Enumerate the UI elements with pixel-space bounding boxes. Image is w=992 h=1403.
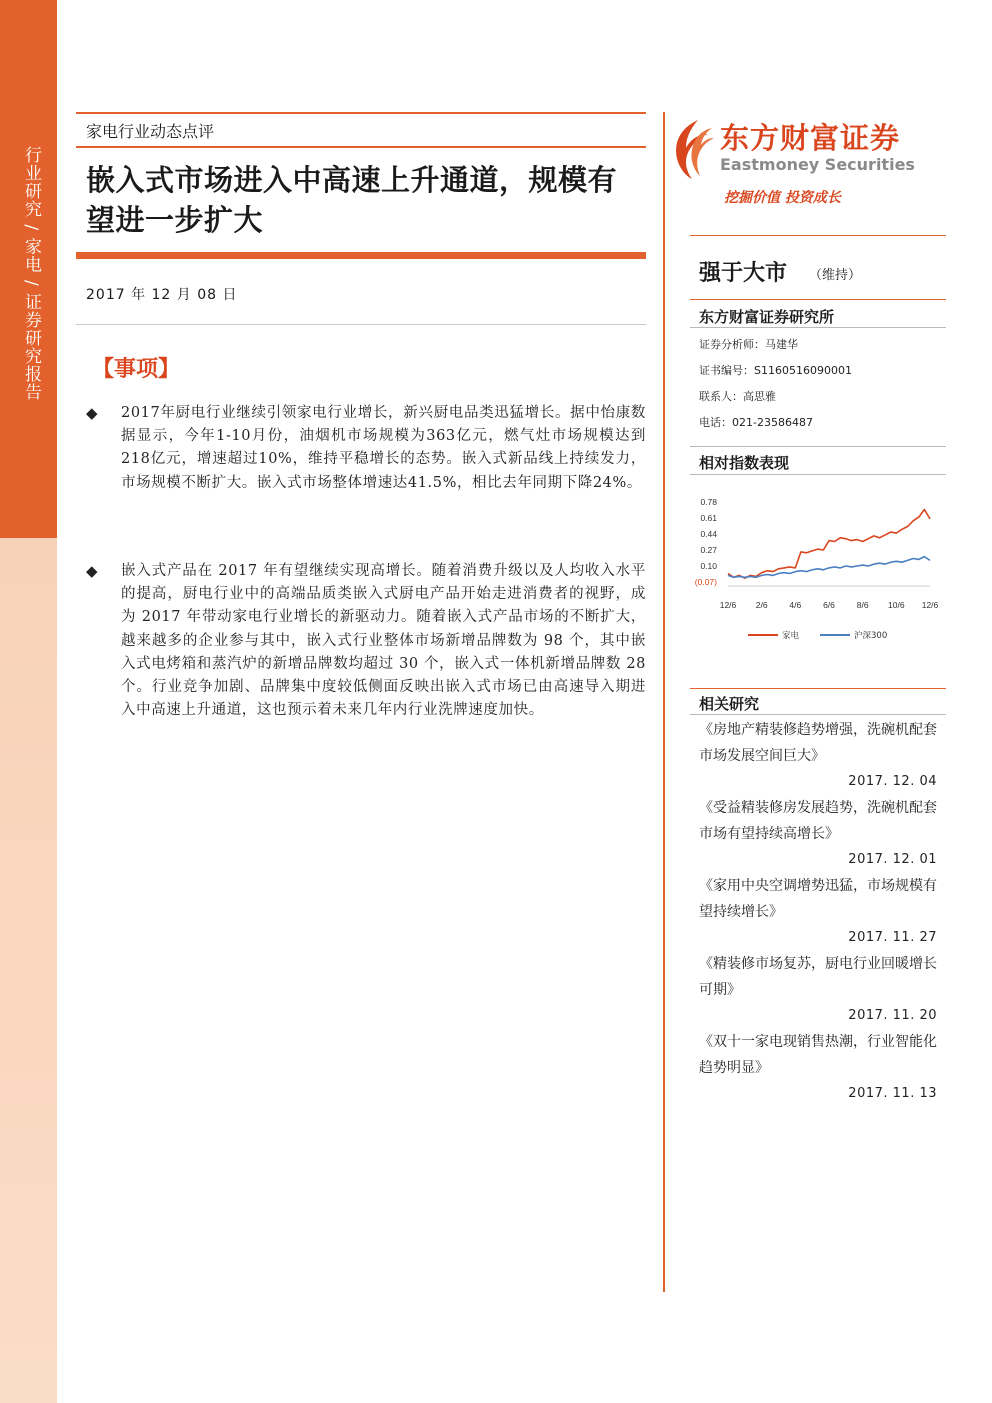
diamond-bullet-icon: ◆ bbox=[86, 562, 98, 580]
sidebar-band bbox=[0, 0, 57, 1403]
column-divider bbox=[663, 112, 665, 1292]
related-report-title[interactable]: 《双十一家电现销售热潮，行业智能化趋势明显》 bbox=[699, 1034, 937, 1076]
related-report-date: 2017. 12. 01 bbox=[848, 852, 937, 867]
institute-name: 东方财富证券研究所 bbox=[699, 308, 835, 326]
y-tick-label: 0.27 bbox=[700, 545, 717, 555]
rating-label: 强于大市 bbox=[699, 261, 788, 286]
bullet-item bbox=[86, 560, 646, 722]
date-divider bbox=[76, 324, 646, 325]
flame-logo-icon bbox=[668, 118, 716, 180]
y-tick-label: 0.44 bbox=[700, 529, 717, 539]
y-tick-label: 0.10 bbox=[700, 561, 717, 571]
related-research-title: 相关研究 bbox=[699, 695, 760, 713]
report-type: 家电行业动态点评 bbox=[86, 122, 215, 141]
related-report-title[interactable]: 《受益精装修房发展趋势，洗碗机配套市场有望持续高增长》 bbox=[699, 800, 937, 842]
related-report-title[interactable]: 《精装修市场复苏，厨电行业回暖增长可期》 bbox=[699, 956, 937, 998]
sidebar-label: 行业研究 / 家电 / 证券研究报告 bbox=[21, 146, 41, 402]
diamond-bullet-icon: ◆ bbox=[86, 404, 98, 422]
brand-slogan: 挖掘价值 投资成长 bbox=[724, 190, 841, 206]
right-rule bbox=[690, 474, 946, 475]
brand-name-en: Eastmoney Securities bbox=[720, 155, 915, 174]
related-report-date: 2017. 11. 20 bbox=[848, 1008, 937, 1023]
right-rule bbox=[690, 446, 946, 447]
related-report-date: 2017. 12. 04 bbox=[848, 774, 937, 789]
y-tick-label: 0.78 bbox=[700, 497, 717, 507]
chart-section-title: 相对指数表现 bbox=[699, 454, 790, 472]
header-mid-rule bbox=[76, 146, 646, 148]
right-rule bbox=[690, 299, 946, 300]
related-report-title[interactable]: 《房地产精装修趋势增强，洗碗机配套市场发展空间巨大》 bbox=[699, 722, 937, 764]
analyst-cert: 证书编号：S1160516090001 bbox=[699, 364, 852, 377]
right-rule bbox=[690, 235, 946, 236]
legend-label: 沪深300 bbox=[854, 631, 888, 641]
bullet-item bbox=[86, 402, 646, 495]
bullet-text: 2017年厨电行业继续引领家电行业增长，新兴厨电品类迅猛增长。据中怡康数据显示，今年1-10月份，油烟机市场规模为363亿元，燃气灶市场规模达到218亿元，增速超过10%，维持平稳增长的态势。嵌入式新品线上持续发力，市场规模不断扩大。嵌入式市场整体增速达41.5%，相比去年同期下降24%。 bbox=[121, 405, 646, 491]
title-underline bbox=[76, 252, 646, 259]
legend-label: 家电 bbox=[782, 631, 800, 641]
report-date: 2017 年 12 月 08 日 bbox=[86, 287, 238, 303]
x-tick-label: 10/6 bbox=[888, 600, 905, 610]
x-tick-label: 2/6 bbox=[755, 600, 768, 610]
relative-index-chart bbox=[690, 490, 946, 650]
y-tick-label: (0.07) bbox=[694, 577, 717, 587]
right-rule bbox=[690, 714, 946, 715]
brand-name-cn: 东方财富证券 bbox=[720, 121, 901, 155]
section-heading: 【事项】 bbox=[92, 357, 181, 382]
right-rule bbox=[690, 688, 946, 689]
rating-note: （维持） bbox=[809, 268, 862, 283]
x-tick-label: 6/6 bbox=[823, 600, 835, 610]
x-tick-label: 12/6 bbox=[921, 600, 939, 610]
bullet-text: 嵌入式产品在 2017 年有望继续实现高增长。随着消费升级以及人均收入水平的提高，厨电行业中的高端品质类嵌入式厨电产品开始走进消费者的视野，成为 2017 年带动家电行业增长的新驱动力。随着嵌入式产品市场的不断扩大，越来越多的企业参与其中，嵌入式行业整体市场新增品牌数为 98 个，其中嵌入式电烤箱和蒸汽炉的新增品牌数均超过 30 个，嵌入式一体机新增品牌数 28 个。行业竞争加剧、品牌集中度较低侧面反映出嵌入式市场已由高速导入期进入中高速上升通道，这也预示着未来几年内行业洗牌速度加快。 bbox=[121, 563, 646, 719]
brand-logo bbox=[668, 116, 948, 216]
x-tick-label: 8/6 bbox=[856, 600, 869, 610]
analyst-name: 证券分析师：马建华 bbox=[699, 338, 798, 351]
y-tick-label: 0.61 bbox=[700, 513, 717, 523]
contact-phone: 电话：021-23586487 bbox=[699, 416, 813, 429]
header-top-rule bbox=[76, 112, 646, 114]
x-tick-label: 12/6 bbox=[719, 600, 737, 610]
x-tick-label: 4/6 bbox=[789, 600, 802, 610]
contact-name: 联系人：高思雅 bbox=[699, 390, 776, 403]
related-report-title[interactable]: 《家用中央空调增势迅猛，市场规模有望持续增长》 bbox=[699, 878, 937, 920]
right-rule bbox=[690, 327, 946, 328]
page-title: 嵌入式市场进入中高速上升通道，规模有望进一步扩大 bbox=[86, 163, 618, 237]
related-report-date: 2017. 11. 13 bbox=[848, 1086, 937, 1101]
related-report-date: 2017. 11. 27 bbox=[848, 930, 937, 945]
